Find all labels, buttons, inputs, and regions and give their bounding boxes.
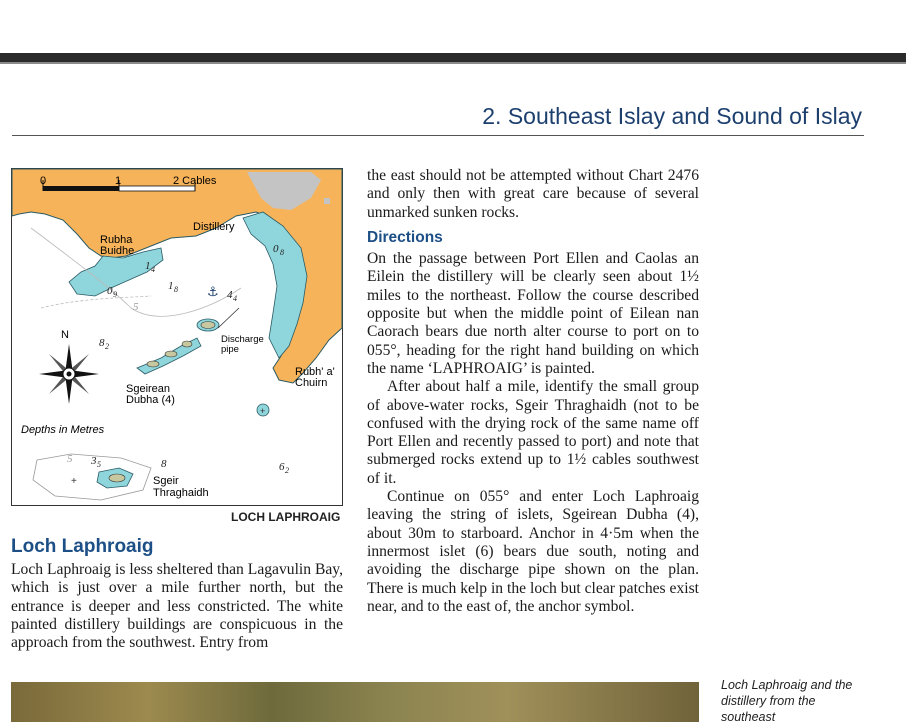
- label-thraghaidh: Thraghaidh: [153, 487, 209, 499]
- sounding: 5: [97, 460, 101, 469]
- continuation-paragraph: the east should not be attempted without Chart 2476 and only then with great care because of several unmarked sunken rocks.: [367, 167, 699, 221]
- sounding: 8: [174, 285, 178, 294]
- sounding: 9: [113, 290, 117, 299]
- north-label: N: [61, 329, 69, 341]
- svg-text:+: +: [71, 476, 77, 487]
- sounding: 1: [145, 260, 151, 272]
- label-discharge: Discharge: [221, 334, 264, 345]
- sounding: 1: [168, 280, 174, 292]
- sounding: 3: [91, 455, 97, 467]
- label-dubha: Dubha (4): [126, 394, 175, 406]
- header-bar-shadow: [0, 62, 906, 64]
- sounding: 2: [285, 466, 289, 475]
- header-rule: [12, 135, 864, 136]
- label-distillery: Distillery: [193, 221, 235, 233]
- sounding: 8: [280, 248, 284, 257]
- sounding: 4: [227, 289, 233, 301]
- sounding: 8: [99, 337, 105, 349]
- sounding: 8: [161, 458, 167, 470]
- sounding: 2: [105, 342, 109, 351]
- section-heading: Loch Laphroaig: [11, 536, 154, 557]
- aerial-photo: [11, 682, 699, 722]
- sounding: 5: [67, 453, 73, 465]
- directions-paragraph-2: After about half a mile, identify the small group of above-water rocks, Sgeir Thraghaidh (not to be confused with the drying rock of the same name off Port Ellen and recently passed to port) and note that submerged rocks extend up to 1½ cables southwest of it.: [367, 378, 699, 487]
- label-sgeir: Sgeir: [153, 475, 179, 487]
- sounding: 6: [279, 461, 285, 473]
- sounding: 0: [107, 285, 113, 297]
- label-chuirn: Chuirn: [295, 377, 328, 389]
- directions-paragraph-3: Continue on 055° and enter Loch Laphroaig leaving the string of islets, Sgeirean Dubha (4), about 30m to starboard. Anchor in 4·5m when the innermost islet (6) bears due south, noting and avoiding the discharge pipe shown on the plan. There is much kelp in the loch but clear patches exist near, and to the east of, the anchor symbol.: [367, 488, 699, 615]
- label-depths: Depths in Metres: [21, 424, 105, 436]
- sounding: 5: [133, 301, 139, 313]
- map-caption: LOCH LAPHROAIG: [231, 510, 341, 524]
- sounding: 0: [273, 243, 279, 255]
- scale-label-2: 2 Cables: [173, 175, 217, 187]
- scale-label-0: 0: [40, 175, 47, 187]
- label-sgeirean: Sgeirean: [126, 383, 171, 395]
- intro-paragraph: Loch Laphroaig is less sheltered than Lagavulin Bay, which is just over a mile further north, but the entrance is deeper and less constricted. The white painted distillery buildings are conspicuous in the approach from the southwest. Entry from: [11, 561, 343, 652]
- page-top-margin: [0, 0, 906, 53]
- directions-paragraph-1: On the passage between Port Ellen and Caolas an Eilein the distillery will be clearly seen about 1½ miles to the northeast. Follow the course described opposite but when the middle point of Eilean nan Caorach bears due north alter course to port on to 055°, heading for the right hand building on which the name ‘LAPHROAIG’ is painted.: [367, 250, 699, 377]
- photo-caption: Loch Laphroaig and the distillery from the southeast: [721, 678, 853, 724]
- sounding: 4: [233, 294, 237, 303]
- right-column: [367, 167, 699, 616]
- directions-heading: Directions: [367, 228, 443, 246]
- scale-label-1: 1: [115, 175, 122, 187]
- header-bar: [0, 53, 906, 62]
- label-buidhe: Buidhe: [100, 245, 135, 257]
- chart-map: [11, 168, 343, 506]
- label-pipe: pipe: [221, 344, 239, 355]
- sounding: 4: [151, 265, 155, 274]
- svg-text:+: +: [260, 406, 266, 416]
- chapter-title: 2. Southeast Islay and Sound of Islay: [482, 103, 862, 129]
- label-rubh: Rubh' a': [295, 366, 335, 378]
- label-rubha: Rubha: [100, 234, 133, 246]
- anchor-icon: ⚓: [207, 285, 219, 300]
